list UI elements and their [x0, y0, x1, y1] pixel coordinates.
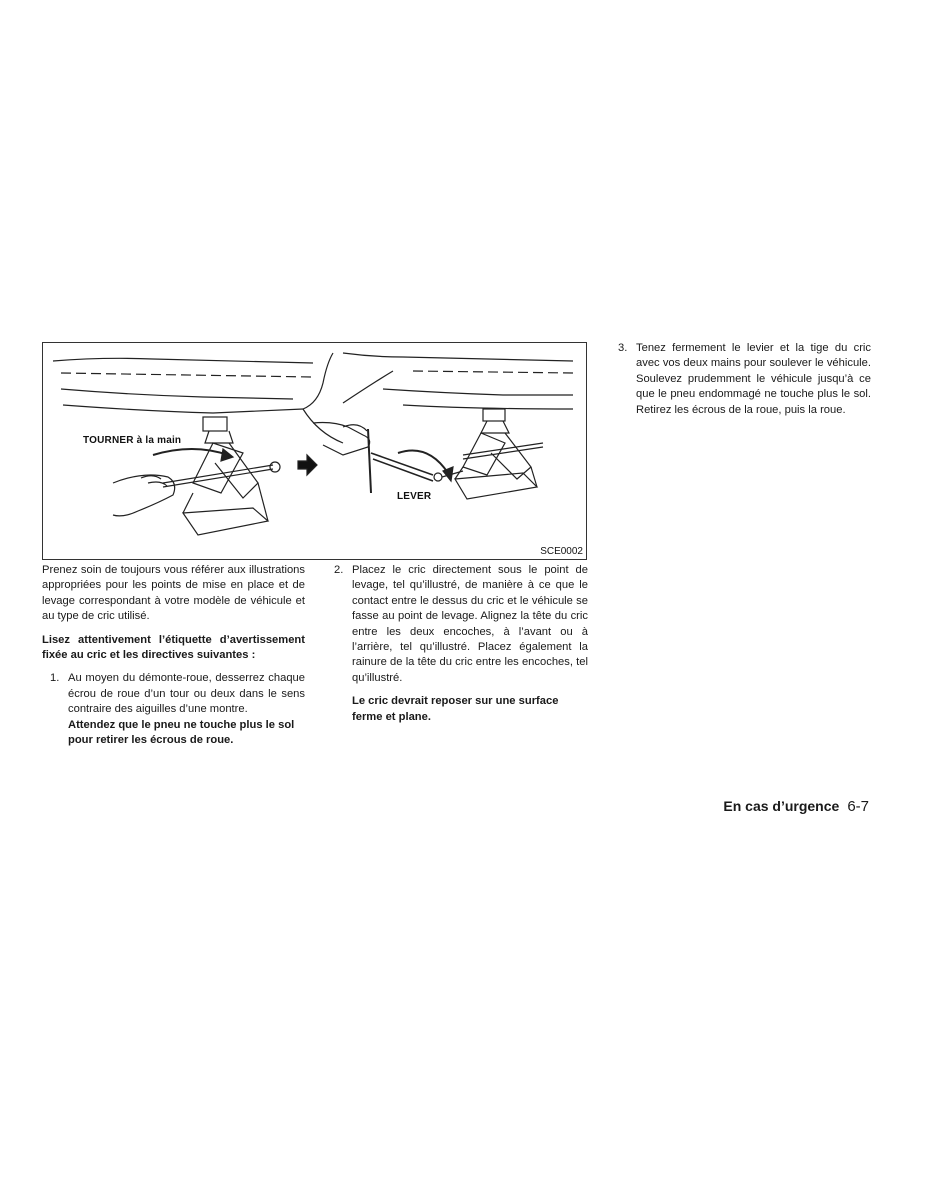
label-turn-by-hand: TOURNER à la main — [83, 435, 182, 446]
step-1-text: Au moyen du démonte-roue, desserrez chaque écrou de roue d’un tour ou deux dans le sens contraire des aiguilles d’une montre. — [68, 672, 305, 716]
label-lever: LEVER — [397, 491, 432, 502]
column-3 — [610, 341, 871, 418]
step-1 — [42, 671, 305, 748]
intro-paragraph: Prenez soin de toujours vous référer aux illustrations appropriées pour les points de mise en place et de levage correspondant à votre modèle de véhicule et au type de cric utilisé. — [42, 564, 305, 623]
step-2 — [326, 563, 588, 725]
step-3-text: Tenez fermement le levier et la tige du cric avec vos deux mains pour soulever le véhicule. Soulevez prudemment le véhicule jusqu’à ce que le pneu endommagé ne touche plus le sol. Retirez les écrous de la roue, puis la roue. — [636, 342, 871, 416]
figure-code: SCE0002 — [540, 546, 583, 557]
jack-illustration-drawing — [43, 343, 588, 561]
page-footer — [723, 798, 869, 815]
step-1-note: Attendez que le pneu ne touche plus le sol pour retirer les écrous de roue. — [68, 718, 295, 747]
page-number: 6-7 — [847, 798, 869, 815]
column-1 — [42, 563, 305, 748]
section-title: En cas d’urgence — [723, 798, 840, 814]
step-2-number: 2. — [334, 564, 344, 576]
jack-illustration — [42, 342, 587, 560]
step-1-number: 1. — [50, 672, 60, 685]
warning-paragraph: Lisez attentivement l’étiquette d’avertissement fixée au cric et les directives suivantes : — [42, 633, 305, 662]
step-3 — [610, 341, 871, 418]
step-2-text: Placez le cric directement sous le point de levage, tel qu’illustré, de manière à ce que le contact entre le dessus du cric et le véhicule se fasse au point de levage. Alignez la tête du cric entre les deux encoches, à l’avant ou à l’arrière, tel qu’illustré. Placez également la rainure de la tête du cric entre les encoches, tel qu’illustré. — [352, 564, 588, 684]
step-3-number: 3. — [618, 342, 628, 354]
column-2 — [326, 563, 588, 725]
step-2-note: Le cric devrait reposer sur une surface ferme et plane. — [352, 695, 559, 723]
